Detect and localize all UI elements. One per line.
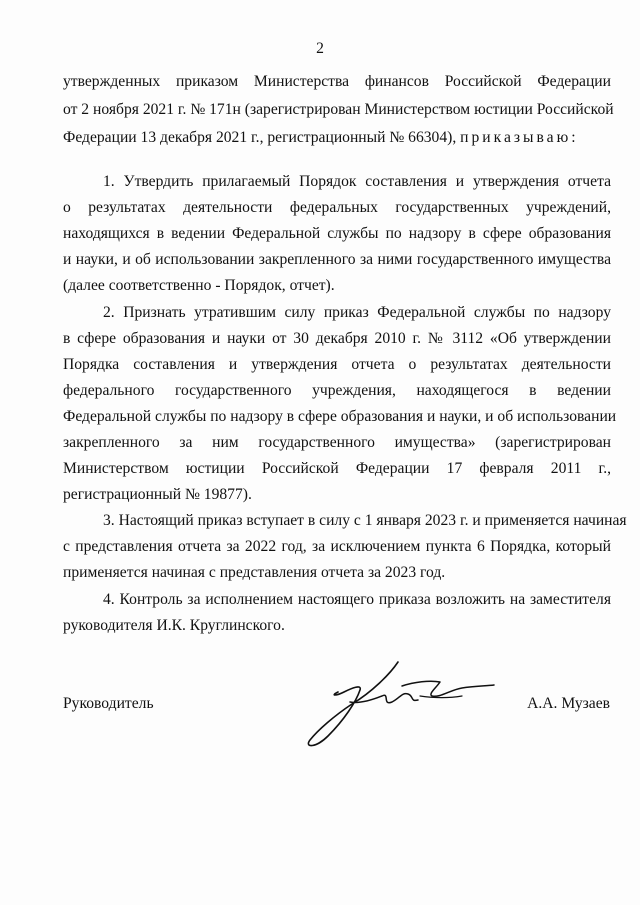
item-1-line: о результатах деятельности федеральных государственных учреждений, — [63, 199, 611, 216]
item-1-line: и науки, и об использовании закрепленного за ними государственного имущества — [63, 251, 611, 268]
handwritten-signature — [290, 652, 500, 752]
item-4-line: 4. Контроль за исполнением настоящего приказа возложить на заместителя — [103, 591, 611, 608]
item-1-line: (далее соответственно - Порядок, отчет). — [63, 277, 335, 294]
item-2-line: закрепленного за ним государственного имущества» (зарегистрирован — [63, 434, 611, 451]
signer-name: А.А. Музаев — [527, 695, 610, 712]
item-3-line: применяется начиная с представления отчета за 2023 год. — [63, 564, 446, 581]
item-2-line: 2. Признать утратившим силу приказ Федеральной службы по надзору — [103, 304, 611, 321]
item-2-line: федерального государственного учреждения, находящегося в ведении — [63, 382, 611, 399]
item-2-line: Федеральной службы по надзору в сфере образования и науки, и об использовании — [63, 408, 617, 425]
item-4-line: руководителя И.К. Круглинского. — [63, 617, 285, 634]
item-2-line: Министерством юстиции Российской Федерации 17 февраля 2011 г., — [63, 460, 611, 477]
item-1-line: 1. Утвердить прилагаемый Порядок составления и утверждения отчета — [103, 173, 611, 190]
item-2-line: в сфере образования и науки от 30 декабря 2010 г. № 3112 «Об утверждении — [63, 330, 611, 347]
signer-title: Руководитель — [63, 695, 154, 712]
preamble-line: утвержденных приказом Министерства финансов Российской Федерации — [63, 73, 611, 90]
preamble-line-text: Федерации 13 декабря 2021 г., регистрационный № 66304), — [63, 129, 461, 146]
page-number: 2 — [316, 40, 324, 57]
item-2-line: регистрационный № 19877). — [63, 486, 252, 503]
item-3-line: с представления отчета за 2022 год, за исключением пункта 6 Порядка, который — [63, 538, 611, 555]
order-word: приказываю: — [460, 129, 579, 146]
item-2-line: Порядка составления и утверждения отчета о результатах деятельности — [63, 356, 611, 373]
preamble-line — [63, 128, 611, 148]
preamble-line: от 2 ноября 2021 г. № 171н (зарегистрирован Министерством юстиции Российской — [63, 101, 614, 118]
item-1-line: находящихся в ведении Федеральной службы по надзору в сфере образования — [63, 225, 611, 242]
item-3-line: 3. Настоящий приказ вступает в силу с 1 января 2023 г. и применяется начиная — [103, 512, 627, 529]
